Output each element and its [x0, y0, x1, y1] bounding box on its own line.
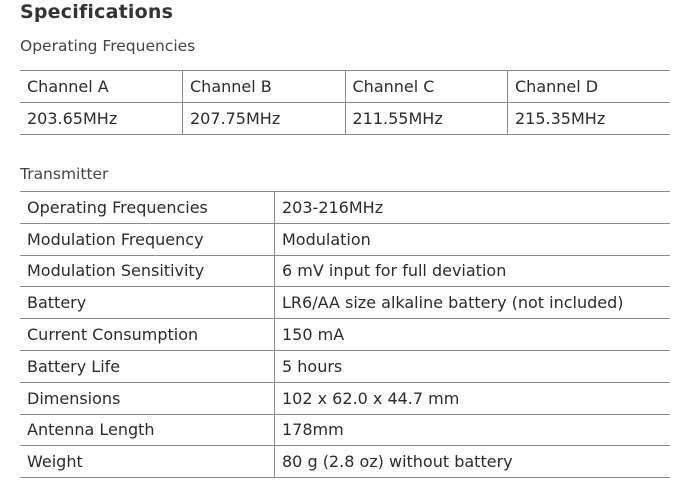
spec-label-modulation-sensitivity: Modulation Sensitivity: [20, 255, 275, 287]
table-row: [20, 287, 670, 319]
channel-value-row: [20, 103, 670, 135]
spec-label-antenna-length: Antenna Length: [20, 414, 275, 446]
spec-value-modulation-sensitivity: 6 mV input for full deviation: [275, 255, 671, 287]
channel-d-header: Channel D: [508, 71, 671, 103]
spec-label-current-consumption: Current Consumption: [20, 319, 275, 351]
spec-label-battery-life: Battery Life: [20, 350, 275, 382]
spec-value-weight: 80 g (2.8 oz) without battery: [275, 446, 671, 478]
channel-a-frequency: 203.65MHz: [20, 103, 183, 135]
transmitter-heading: Transmitter: [20, 165, 109, 183]
channel-header-row: [20, 71, 670, 103]
table-row: [20, 350, 670, 382]
channel-c-frequency: 211.55MHz: [345, 103, 508, 135]
spec-label-modulation-frequency: Modulation Frequency: [20, 223, 275, 255]
channel-b-frequency: 207.75MHz: [183, 103, 346, 135]
spec-value-operating-frequencies: 203-216MHz: [275, 192, 671, 224]
channel-d-frequency: 215.35MHz: [508, 103, 671, 135]
operating-frequencies-heading: Operating Frequencies: [20, 37, 196, 55]
spec-value-battery: LR6/AA size alkaline battery (not included): [275, 287, 671, 319]
operating-frequencies-table: [20, 70, 670, 135]
table-row: [20, 319, 670, 351]
page-title: Specifications: [20, 1, 174, 23]
channel-b-header: Channel B: [183, 71, 346, 103]
transmitter-table: [20, 191, 670, 478]
table-row: [20, 382, 670, 414]
spec-label-dimensions: Dimensions: [20, 382, 275, 414]
spec-value-battery-life: 5 hours: [275, 350, 671, 382]
table-row: [20, 223, 670, 255]
spec-label-weight: Weight: [20, 446, 275, 478]
channel-a-header: Channel A: [20, 71, 183, 103]
table-row: [20, 255, 670, 287]
spec-value-modulation-frequency: Modulation: [275, 223, 671, 255]
spec-value-current-consumption: 150 mA: [275, 319, 671, 351]
table-row: [20, 446, 670, 478]
table-row: [20, 192, 670, 224]
spec-label-battery: Battery: [20, 287, 275, 319]
spec-value-antenna-length: 178mm: [275, 414, 671, 446]
channel-c-header: Channel C: [345, 71, 508, 103]
spec-value-dimensions: 102 x 62.0 x 44.7 mm: [275, 382, 671, 414]
table-row: [20, 414, 670, 446]
spec-label-operating-frequencies: Operating Frequencies: [20, 192, 275, 224]
